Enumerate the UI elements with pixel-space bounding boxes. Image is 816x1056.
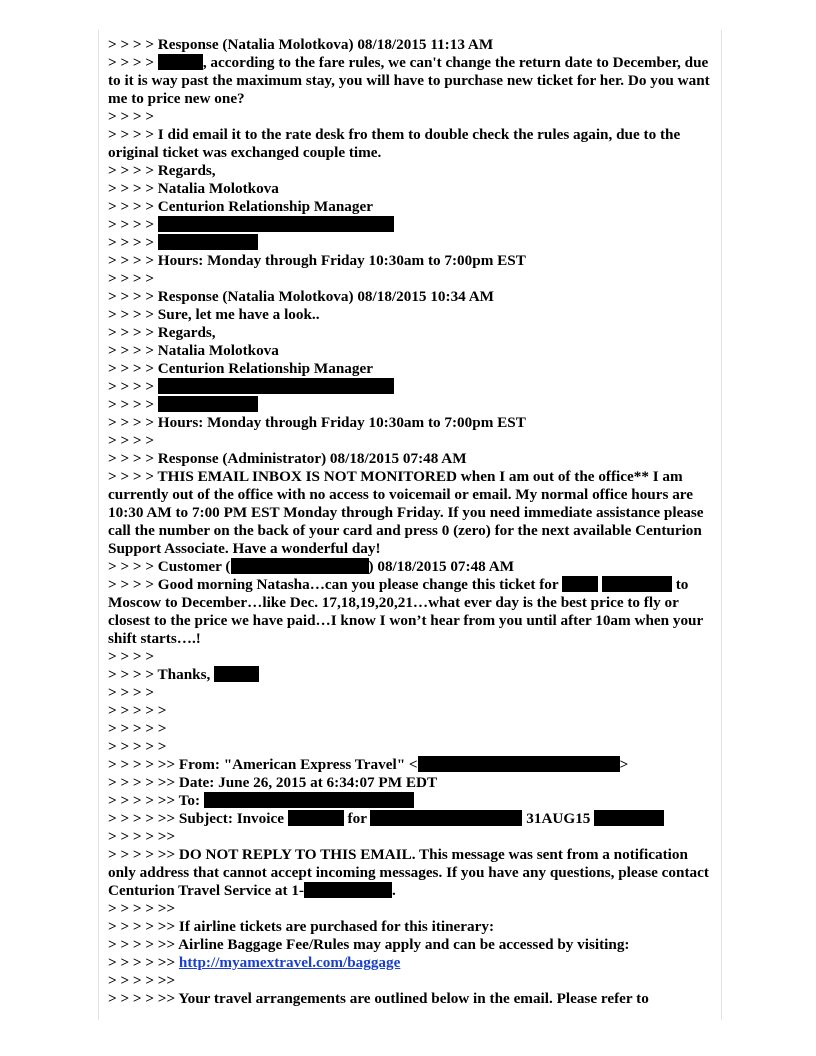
hours-line: > > > > Hours: Monday through Friday 10:30am to 7:00pm EST: [108, 414, 526, 431]
redaction-bar: [562, 576, 598, 592]
redaction-bar: [370, 810, 522, 826]
redaction-bar: [304, 882, 392, 898]
quote-line: > > > > >: [108, 738, 167, 755]
quote-line: > > > > >: [108, 702, 167, 719]
response-header-1113: > > > > Response (Natalia Molotkova) 08/18/2015 11:13 AM: [108, 36, 494, 53]
thanks-line: > > > > Thanks,: [108, 666, 712, 684]
regards-line: > > > > Regards,: [108, 162, 216, 179]
redaction-bar: [602, 576, 672, 592]
date-line: > > > > >> Date: June 26, 2015 at 6:34:07 PM EDT: [108, 774, 438, 791]
quote-line: > > > > >: [108, 720, 167, 737]
email-thread: [108, 36, 712, 1008]
redaction-bar: [418, 756, 620, 772]
customer-header: > > > > Customer ( ) 08/18/2015 07:48 AM: [108, 558, 515, 575]
response-header-1034: > > > > Response (Natalia Molotkova) 08/18/2015 10:34 AM: [108, 288, 495, 305]
subject-line: > > > > >> Subject: Invoice for 31AUG15: [108, 810, 712, 828]
airline-tickets-line: > > > > >> If airline tickets are purchased for this itinerary:: [108, 918, 495, 935]
signature-redacted-line: > > > >: [108, 234, 712, 252]
quote-line: > > > > >>: [108, 972, 176, 989]
signature-name: > > > > Natalia Molotkova: [108, 180, 279, 197]
redaction-bar: [158, 234, 258, 250]
signature-name: > > > > Natalia Molotkova: [108, 342, 279, 359]
redaction-bar: [204, 792, 414, 808]
redaction-bar: [214, 666, 259, 682]
baggage-link[interactable]: http://myamextravel.com/baggage: [178, 954, 401, 971]
quote-line: > > > > >>: [108, 828, 176, 845]
fare-rules-paragraph: > > > > , according to the fare rules, we can't change the return date to December, due to it is way past the maximum stay, you will have to purchase new ticket for her. Do you want me to price new one?: [108, 54, 710, 107]
from-line: > > > > >> From: "American Express Travel" < >: [108, 756, 629, 773]
signature-title: > > > > Centurion Relationship Manager: [108, 198, 373, 215]
quote-line: > > > >: [108, 432, 155, 449]
quote-line: > > > >: [108, 108, 155, 125]
baggage-link-line: > > > > >> http://myamextravel.com/baggage: [108, 954, 401, 971]
to-line: > > > > >> To:: [108, 792, 712, 810]
customer-request-paragraph: > > > > Good morning Natasha…can you please change this ticket for to Moscow to December…like Dec. 17,18,19,20,21…what ever day is the best price to fly or closest to the price we have paid…I know I won’t hear from you until after 10am when your shift starts….!: [108, 576, 703, 647]
redaction-bar: [594, 810, 664, 826]
redaction-bar: [158, 216, 394, 232]
hours-line: > > > > Hours: Monday through Friday 10:30am to 7:00pm EST: [108, 252, 526, 269]
signature-redacted-line: > > > >: [108, 378, 712, 396]
quote-line: > > > >: [108, 684, 155, 701]
redaction-bar: [158, 54, 203, 70]
travel-arrangements-line: > > > > >> Your travel arrangements are outlined below in the email. Please refer to: [108, 990, 649, 1007]
redaction-bar: [158, 396, 258, 412]
signature-redacted-line: > > > >: [108, 216, 712, 234]
signature-redacted-line: > > > >: [108, 396, 712, 414]
redaction-bar: [231, 558, 369, 574]
redaction-bar: [288, 810, 344, 826]
rate-desk-paragraph: > > > > I did email it to the rate desk fro them to double check the rules again, due to the original ticket was exchanged couple time.: [108, 126, 681, 161]
quote-line: > > > > >>: [108, 900, 176, 917]
regards-line: > > > > Regards,: [108, 324, 216, 341]
response-header-admin: > > > > Response (Administrator) 08/18/2015 07:48 AM: [108, 450, 467, 467]
baggage-fee-line: > > > > >> Airline Baggage Fee/Rules may apply and can be accessed by visiting:: [108, 936, 630, 953]
redaction-bar: [158, 378, 394, 394]
quote-line: > > > >: [108, 648, 155, 665]
do-not-reply-paragraph: > > > > >> DO NOT REPLY TO THIS EMAIL. This message was sent from a notification only address that cannot accept incoming messages. If you have any questions, please contact Centurion Travel Service at 1- .: [108, 846, 709, 899]
quote-line: > > > >: [108, 270, 155, 287]
auto-reply-paragraph: > > > > THIS EMAIL INBOX IS NOT MONITORED when I am out of the office** I am currently out of the office with no access to voicemail or email. My normal office hours are 10:30 AM to 7:00 PM EST Monday through Friday. If you need immediate assistance please call the number on the back of your card and press 0 (zero) for the next available Centurion Support Associate. Have a wonderful day!: [108, 468, 704, 557]
signature-title: > > > > Centurion Relationship Manager: [108, 360, 373, 377]
reply-line: > > > > Sure, let me have a look..: [108, 306, 320, 323]
